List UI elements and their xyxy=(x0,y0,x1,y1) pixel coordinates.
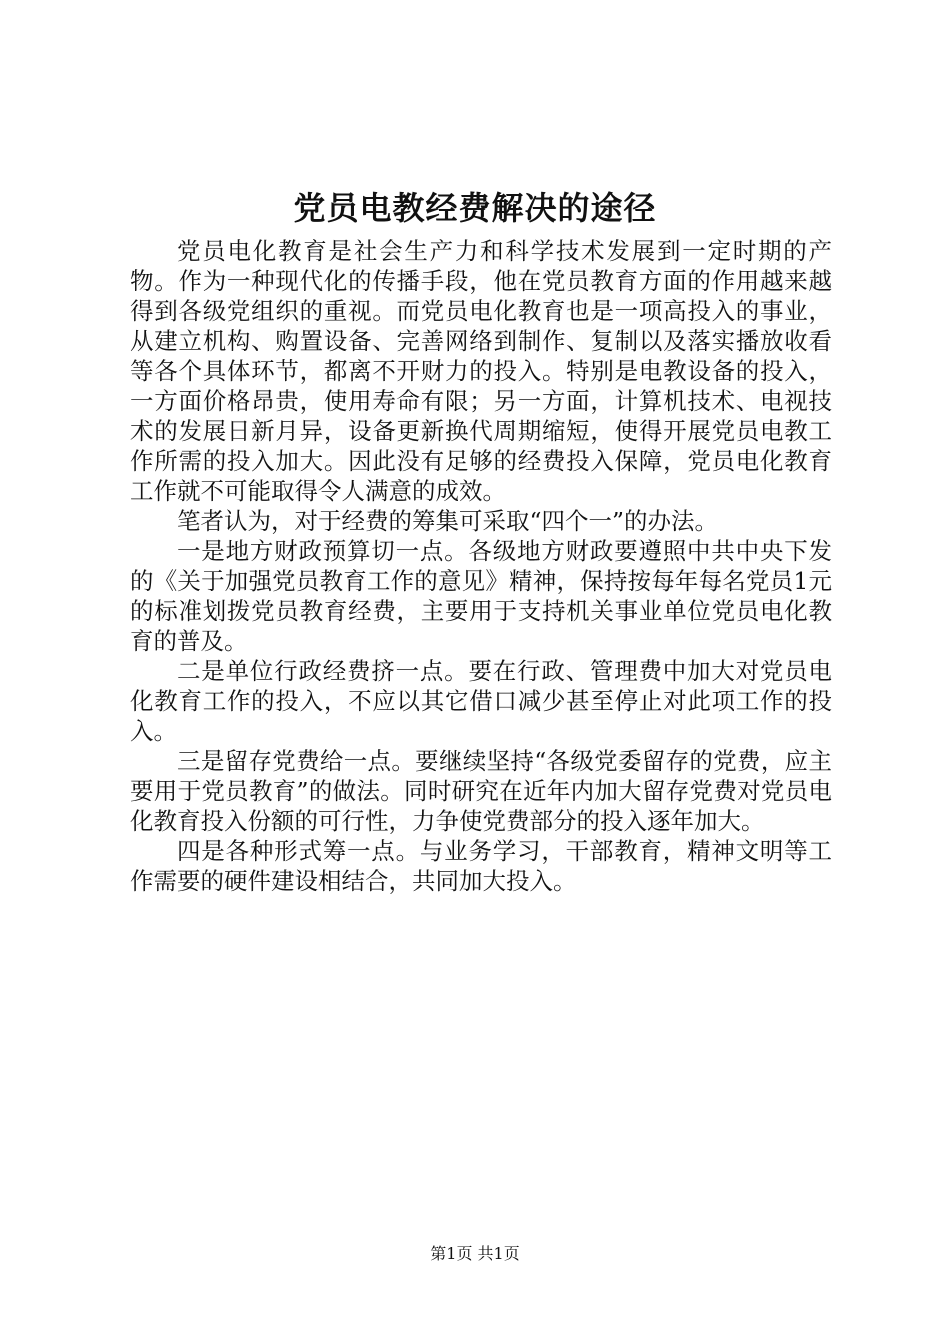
document-body xyxy=(130,236,832,896)
paragraph-method-2: 二是单位行政经费挤一点。要在行政、管理费中加大对党员电化教育工作的投入，不应以其它借口减少甚至停止对此项工作的投入。 xyxy=(130,657,832,745)
paragraph-method-1: 一是地方财政预算切一点。各级地方财政要遵照中共中央下发的《关于加强党员教育工作的意见》精神，保持按每年每名党员1元的标准划拨党员教育经费，主要用于支持机关事业单位党员电化教育的普及。 xyxy=(130,537,832,655)
paragraph-method-3: 三是留存党费给一点。要继续坚持“各级党委留存的党费，应主要用于党员教育”的做法。同时研究在近年内加大留存党费对党员电化教育投入份额的可行性，力争使党费部分的投入逐年加大。 xyxy=(130,747,832,835)
paragraph-intro: 党员电化教育是社会生产力和科学技术发展到一定时期的产物。作为一种现代化的传播手段，他在党员教育方面的作用越来越得到各级党组织的重视。而党员电化教育也是一项高投入的事业，从建立机构、购置设备、完善网络到制作、复制以及落实播放收看等各个具体环节，都离不开财力的投入。特别是电教设备的投入，一方面价格昂贵，使用寿命有限；另一方面，计算机技术、电视技术的发展日新月异，设备更新换代周期缩短，使得开展党员电教工作所需的投入加大。因此没有足够的经费投入保障，党员电化教育工作就不可能取得令人满意的成效。 xyxy=(130,237,832,505)
document-title: 党员电教经费解决的途径 xyxy=(293,189,657,227)
paragraph-method-summary: 笔者认为，对于经费的筹集可采取“四个一”的办法。 xyxy=(177,507,719,535)
page-footer: 第1页 共1页 xyxy=(430,1244,520,1263)
paragraph-method-4: 四是各种形式筹一点。与业务学习，干部教育，精神文明等工作需要的硬件建设相结合，共同加大投入。 xyxy=(130,837,832,895)
